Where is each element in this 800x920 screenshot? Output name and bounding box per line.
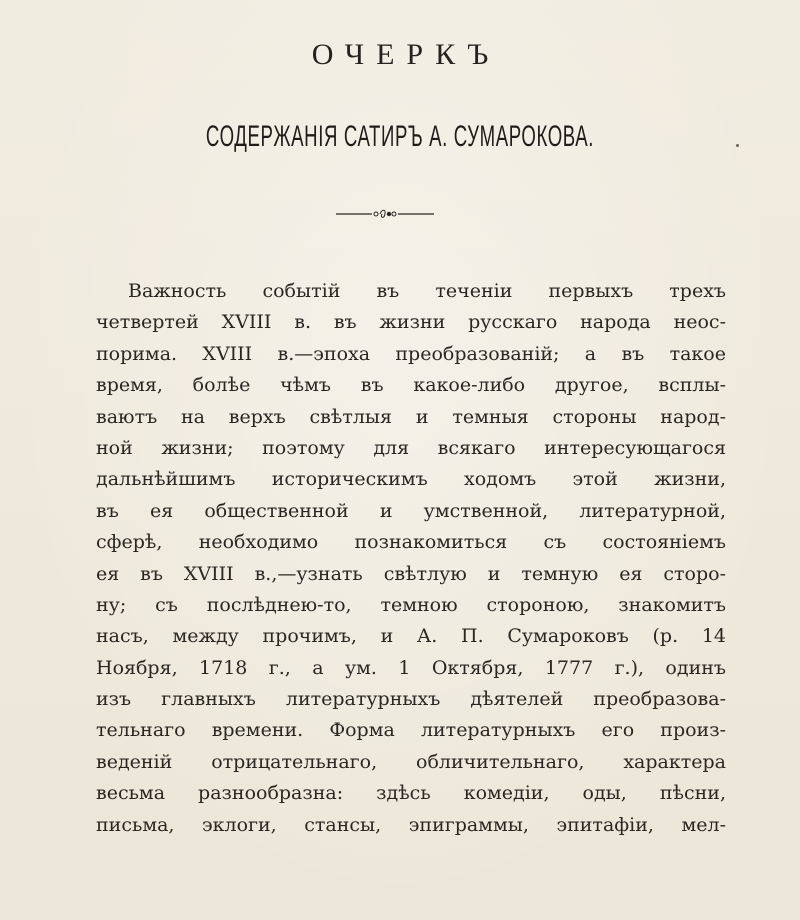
text-line: весьма разнообразна: здѣсь комедіи, оды, пѣсни,	[96, 782, 726, 805]
text-line: изъ главныхъ литературныхъ дѣятелей преобразова-	[96, 688, 726, 711]
text-line: насъ, между прочимъ, и А. П. Сумароковъ (р. 14	[96, 625, 726, 648]
text-line: четвертей XVIII в. въ жизни русскаго народа неос-	[96, 311, 726, 334]
text-line: дальнѣйшимъ историческимъ ходомъ этой жизни,	[96, 468, 726, 491]
text-line: въ ея общественной и умственной, литературной,	[96, 499, 726, 522]
divider-ornament	[334, 206, 436, 222]
text-line: поримa. XVIII в.—эпоха преобразованій; а въ такое	[96, 342, 726, 365]
body-paragraph	[96, 276, 726, 841]
page-subtitle-text: СОДЕРЖАНІЯ САТИРЪ А. СУМАРОКОВА.	[205, 120, 595, 153]
text-line: ея въ XVIII в.,—узнать свѣтлую и темную ея сторо-	[96, 562, 726, 585]
text-line: Важность событій въ теченіи первыхъ трехъ	[128, 280, 726, 302]
text-line: ну; съ послѣднею-то, темною стороною, знакомитъ	[96, 593, 726, 616]
text-line: время, болѣе чѣмъ въ какое-либо другое, всплы-	[96, 374, 726, 397]
page-subtitle	[0, 120, 800, 154]
text-line: письма, эклоги, стансы, эпиграммы, эпитафіи, мел-	[96, 813, 726, 836]
text-line: тельнаго времени. Форма литературныхъ его произ-	[96, 719, 726, 742]
text-line: ваютъ на верхъ свѣтлыя и темныя стороны народ-	[96, 405, 726, 428]
text-line: сферѣ, необходимо познакомиться съ состояніемъ	[96, 531, 726, 554]
text-line: веденій отрицательнаго, обличительнаго, характера	[96, 750, 726, 773]
page-title: ОЧЕРКЪ	[311, 38, 501, 71]
ink-speck	[736, 144, 739, 147]
text-line: Ноября, 1718 г., а ум. 1 Октября, 1777 г.), одинъ	[96, 656, 726, 679]
text-line: ной жизни; поэтому для всякаго интересующагося	[96, 436, 726, 459]
